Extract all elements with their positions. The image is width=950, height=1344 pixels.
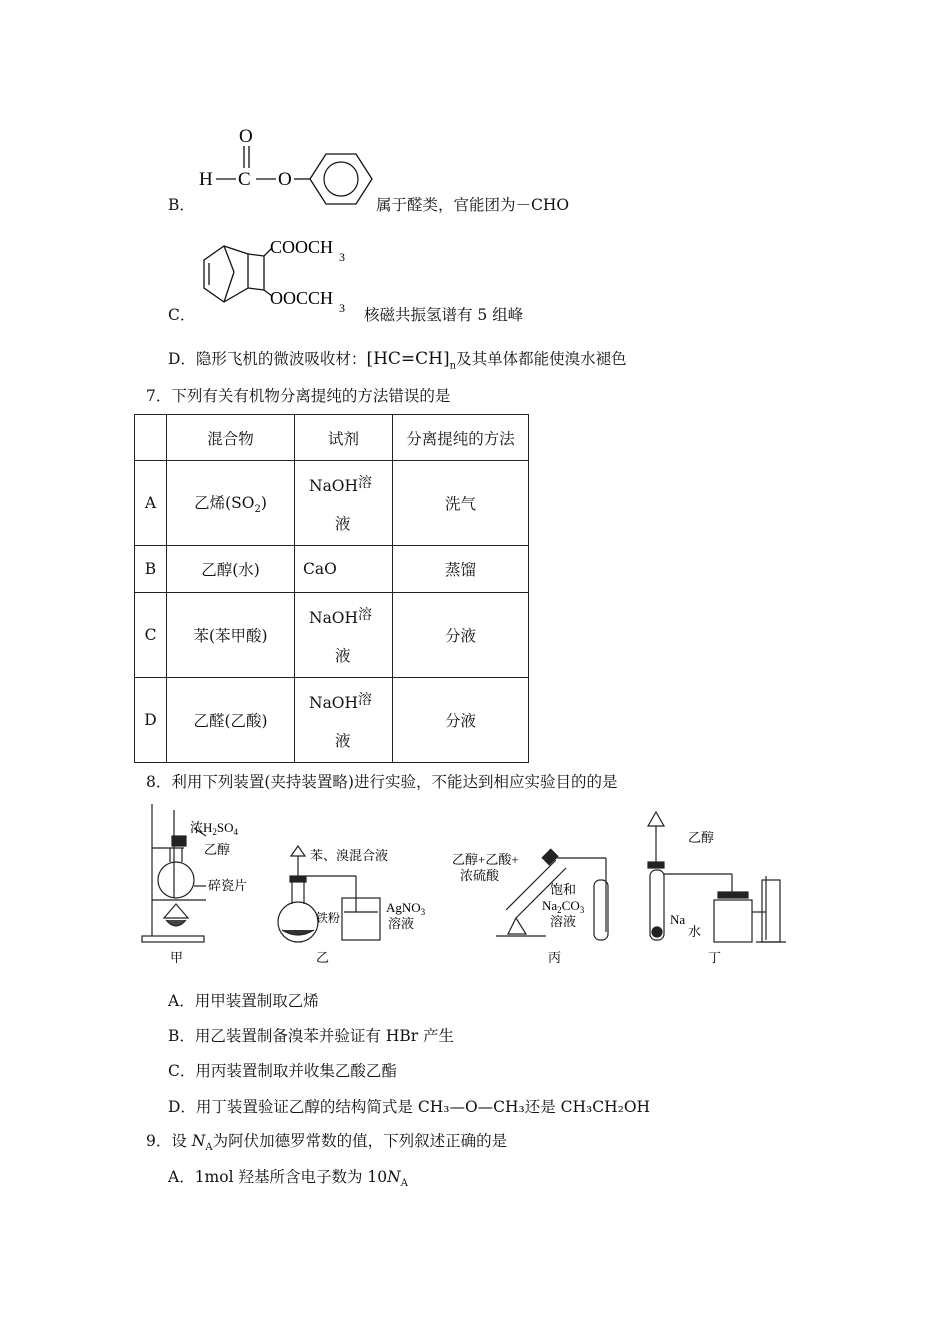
option-d-label: D．隐形飞机的微波吸收材： <box>168 350 367 368</box>
option-d-text: 及其单体都能使溴水褪色 <box>456 350 627 368</box>
table-row <box>135 593 529 678</box>
ester-group-1: COOCH <box>270 237 334 257</box>
sub: 3 <box>420 907 426 917</box>
jia-label-acid-mid: SO <box>216 820 234 835</box>
question-8-stem: 8．利用下列装置(夹持装置略)进行实验，不能达到相应实验目的的是 <box>146 773 618 791</box>
option-c-label: C． <box>168 306 196 324</box>
q9-option-a <box>168 1165 408 1189</box>
reagent-cont: 溶 <box>358 691 373 708</box>
yi-label-mixture: 苯、溴混合液 <box>310 848 389 863</box>
reagent-text: NaOH <box>309 608 359 627</box>
table-header-row <box>135 415 529 461</box>
bing-label-sat: 饱和 <box>550 882 577 897</box>
mixture-text: 乙烯(SO <box>194 493 255 512</box>
yi-label-iron: 铁粉 <box>316 911 341 925</box>
row-id: B <box>135 546 167 593</box>
svg-text:Na2CO3 <box>542 898 585 915</box>
q8-option-c: C．用丙装置制取并收集乙酸乙酯 <box>168 1062 397 1080</box>
ester-group-2-subscript: 3 <box>339 301 345 315</box>
header-cell: 试剂 <box>295 415 393 461</box>
table-row <box>135 546 529 593</box>
ester-group-1-subscript: 3 <box>339 250 345 264</box>
phenyl-formate-structure <box>196 122 376 212</box>
jia-label-acid: 浓H <box>190 820 213 835</box>
svg-text:浓H2SO4 <box>190 820 239 837</box>
reagent-text: NaOH <box>309 476 359 495</box>
ding-label-water: 水 <box>688 924 702 939</box>
caption-bing: 丙 <box>548 950 562 965</box>
q9-stem-prefix: 9．设 <box>146 1132 192 1150</box>
mixture-cell: 乙醛(乙酸) <box>167 678 295 763</box>
row-id: C <box>135 593 167 678</box>
svg-text:AgNO3 <box>386 900 426 917</box>
mixture-cell <box>167 461 295 546</box>
row-id: A <box>135 461 167 546</box>
reagent-cell <box>295 678 393 763</box>
reagent-cont: 溶 <box>358 606 373 623</box>
mixture-end: ) <box>260 493 267 512</box>
ding-label-na: Na <box>670 912 686 927</box>
reagent-cell <box>295 461 393 546</box>
carbonyl-oxygen: O <box>239 126 253 147</box>
option-d <box>168 347 627 371</box>
sub: 4 <box>233 827 239 837</box>
question-7-stem: 7．下列有关有机物分离提纯的方法错误的是 <box>146 387 451 405</box>
jia-label-chips: 碎瓷片 <box>208 878 248 893</box>
q9-option-a-sub: A <box>400 1178 408 1190</box>
reagent-text: NaOH <box>309 693 359 712</box>
option-b-label: B． <box>168 196 195 214</box>
mixture-cell: 苯(苯甲酸) <box>167 593 295 678</box>
reagent-cell <box>295 546 393 593</box>
q8-option-a: A．用甲装置制取乙烯 <box>168 992 319 1010</box>
question-9-stem <box>146 1129 507 1153</box>
q9-option-a-n: N <box>387 1168 401 1186</box>
method-cell: 洗气 <box>393 461 529 546</box>
method-cell: 分液 <box>393 678 529 763</box>
header-cell <box>135 415 167 461</box>
separation-table <box>134 414 529 763</box>
method-cell: 分液 <box>393 593 529 678</box>
apparatus-figure <box>136 800 796 972</box>
table-row <box>135 461 529 546</box>
bing-label-co: CO <box>561 898 580 913</box>
reagent-line2: 液 <box>335 731 351 750</box>
option-b-text: 属于醛类，官能团为－CHO <box>376 196 570 214</box>
header-cell: 混合物 <box>167 415 295 461</box>
sub: 3 <box>579 905 585 915</box>
ester-group-2: OOCCH <box>270 288 334 308</box>
bing-label-na: Na <box>542 898 558 913</box>
caption-yi: 乙 <box>316 950 330 965</box>
norbornene-diester-structure <box>196 232 356 322</box>
reagent-line2: 液 <box>335 646 351 665</box>
header-cell: 分离提纯的方法 <box>393 415 529 461</box>
q9-stem-text: 为阿伏加德罗常数的值，下列叙述正确的是 <box>212 1132 508 1150</box>
row-id: D <box>135 678 167 763</box>
yi-label-agno3: AgNO <box>386 900 421 915</box>
reagent-cont: 溶 <box>358 474 373 491</box>
hydrogen-atom: H <box>199 169 213 190</box>
option-c-text: 核磁共振氢谱有 5 组峰 <box>364 306 524 324</box>
jia-label-ethanol: 乙醇 <box>204 842 231 857</box>
ding-label-ethanol: 乙醇 <box>688 830 715 845</box>
yi-label-solution: 溶液 <box>388 916 415 931</box>
table-row <box>135 678 529 763</box>
sub: 2 <box>212 827 217 837</box>
q9-option-a-text: A．1mol 羟基所含电子数为 10 <box>168 1168 388 1186</box>
bing-label-mixture: 乙醇+乙酸+ <box>452 852 519 867</box>
reagent-text: CaO <box>303 560 337 578</box>
q9-avogadro-n: N <box>191 1132 206 1150</box>
polyacetylene-formula: $[HC=CH]_n$ <box>366 349 457 372</box>
method-cell: 蒸馏 <box>393 546 529 593</box>
mixture-sub: 2 <box>254 504 261 516</box>
carbon-atom: C <box>238 169 251 190</box>
mixture-cell: 乙醇(水) <box>167 546 295 593</box>
bing-label-acid: 浓硫酸 <box>460 868 500 883</box>
q8-option-b: B．用乙装置制备溴苯并验证有 HBr 产生 <box>168 1027 455 1045</box>
reagent-cell <box>295 593 393 678</box>
ester-oxygen: O <box>278 169 292 190</box>
reagent-line2: 液 <box>335 514 351 533</box>
polymer-n: n <box>449 360 457 372</box>
sub: 2 <box>557 905 562 915</box>
q9-avogadro-sub: A <box>205 1142 213 1154</box>
polymer-unit: HC=CH <box>373 349 443 369</box>
caption-jia: 甲 <box>170 950 184 965</box>
caption-ding: 丁 <box>708 950 722 965</box>
bing-label-solution: 溶液 <box>550 914 577 929</box>
q8-option-d: D．用丁装置验证乙醇的结构简式是 CH₃—O—CH₃还是 CH₃CH₂OH <box>168 1098 651 1116</box>
